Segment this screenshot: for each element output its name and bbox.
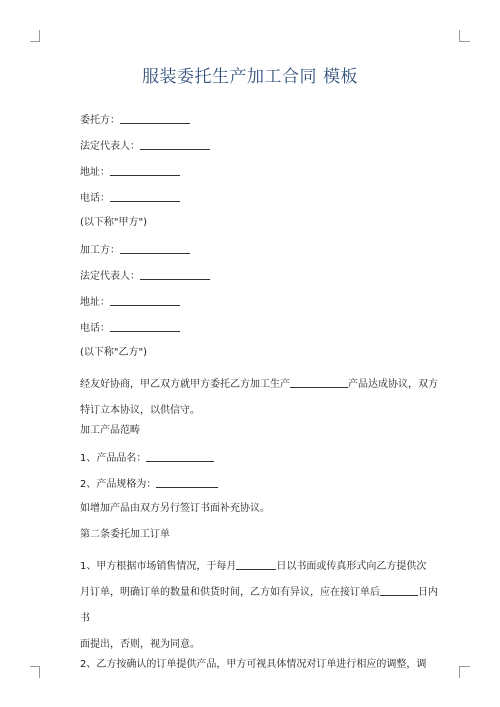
party-a-phone-label: 电话： — [80, 193, 110, 204]
processor-label: 加工方： — [80, 245, 120, 256]
client-line — [80, 112, 440, 138]
order-day-blank — [236, 558, 276, 570]
processor-blank — [120, 242, 190, 254]
party-b-phone-line — [80, 320, 440, 346]
objection-days-blank — [380, 584, 418, 596]
page-corner-mark-top-right — [459, 30, 470, 42]
party-a-phone-blank — [110, 190, 180, 202]
party-b-phone-label: 电话： — [80, 323, 110, 334]
party-a-address-blank — [110, 164, 180, 176]
article2-item1-part3: 月订单，明确订单的数量和供货时间，乙方如有异议，应在接订单后 — [80, 587, 380, 598]
processor-line — [80, 242, 440, 268]
party-b-address-line — [80, 294, 440, 320]
product-scope-heading: 加工产品范畴 — [80, 425, 140, 436]
party-a-phone-line — [80, 190, 440, 216]
product-name-label: 1、产品品名： — [80, 453, 147, 464]
article2-item1-part4: 日内书 — [80, 587, 438, 624]
client-blank — [120, 112, 190, 124]
party-a-address-line — [80, 164, 440, 190]
page-corner-mark-bottom-right — [459, 666, 470, 678]
product-spec-line — [80, 476, 440, 502]
party-a-address-label: 地址： — [80, 167, 110, 178]
client-label: 委托方： — [80, 115, 120, 126]
party-b-phone-blank — [110, 320, 180, 332]
party-b-rep-blank — [140, 268, 210, 280]
product-scope-note: 如增加产品由双方另行签订书面补充协议。 — [80, 503, 270, 514]
product-name-blank — [146, 450, 214, 462]
product-spec-blank — [156, 476, 218, 488]
product-spec-label: 2、产品规格为： — [80, 479, 157, 490]
party-a-rep-label: 法定代表人： — [80, 141, 140, 152]
party-a-alias: (以下称"甲方") — [80, 217, 148, 228]
party-b-address-blank — [110, 294, 180, 306]
article2-item1 — [80, 554, 440, 658]
article2-item1-part5: 面提出，否则，视为同意。 — [80, 639, 200, 650]
party-b-rep-label: 法定代表人： — [80, 271, 140, 282]
article2-item1-part1: 1、甲方根据市场销售情况，于每月 — [80, 561, 237, 572]
article2-item1-part2: 日以书面或传真形式向乙方提供次 — [276, 561, 427, 572]
intro-paragraph — [80, 372, 440, 424]
product-name-line — [80, 450, 440, 476]
party-b-alias: (以下称"乙方") — [80, 347, 148, 358]
article2-heading: 第二条委托加工订单 — [80, 529, 170, 540]
party-b-address-label: 地址： — [80, 297, 110, 308]
page-corner-mark-top-left — [30, 30, 40, 42]
document-body — [80, 112, 440, 684]
intro-product-blank — [290, 376, 348, 388]
party-b-rep-line — [80, 268, 440, 294]
article2-item2: 2、乙方按确认的订单提供产品，甲方可视具体情况对订单进行相应的调整，调 — [80, 659, 427, 670]
party-a-rep-blank — [140, 138, 210, 150]
party-a-rep-line — [80, 138, 440, 164]
document-title: 服装委托生产加工合同 模板 — [142, 67, 358, 87]
intro-part3: 特订立本协议，以供信守。 — [80, 405, 200, 416]
intro-part2: 产品达成协议，双方 — [348, 379, 438, 390]
intro-part1: 经友好协商，甲乙双方就甲方委托乙方加工生产 — [80, 379, 290, 390]
page-corner-mark-bottom-left — [30, 666, 40, 678]
